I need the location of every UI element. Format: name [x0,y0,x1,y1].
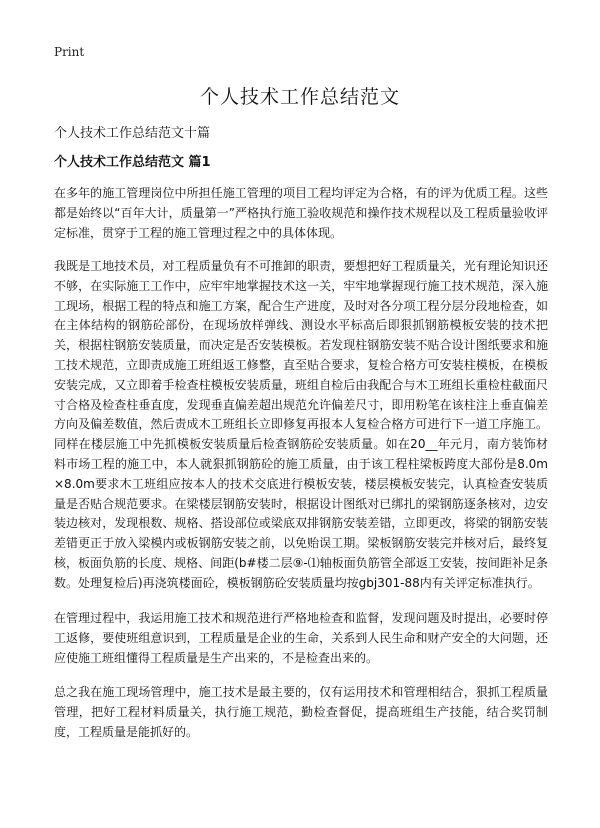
document-subtitle: 个人技术工作总结范文十篇 [54,126,211,141]
paragraph-quality-control: 我既是工地技术员，对工程质量负有不可推卸的职责，要想把好工程质量关，光有理论知识还不够，在实际施工工作中，应牢牢地掌握技术这一关，牢牢地掌握现行施工技术规范，深入施工现场，根据工程的特点和施工方案，配合生产进度，及时对各分项工程分层分段地检查，如在主体结构的钢筋砼部份，在现场放样弹线、测设水平标高后即狠抓钢筋模板安装的技术把关，根据柱钢筋安装质量，而决定是否安装模板。若发现柱钢筋安装不贴合设计图纸要求和施工技术规范，立即责成施工班组返工修整，直至贴合要求，复检合格方可安装柱模板，在模板安装完成，又立即着手检查柱模板安装质量，班组自检后由我配合与木工班组长重检柱截面尺寸合格及检查柱垂直度，发现垂直偏差超出规范允许偏差尺寸，即用粉笔在该柱注上垂直偏差方向及偏差数值，然后责成木工班组长立即修复再报本人复检合格方可进行下一道工序施工。同样在楼层施工中先抓模板安装质量后检查钢筋砼安装质量。如在20__年元月，南方装饰材料市场工程的施工中，本人就狠抓钢筋砼的施工质量，由于该工程柱梁板跨度大部份是8.0m×8.0m要求木工班组应按本人的技术交底进行模板安装，楼层模板安装完，认真检查安装质量是否贴合规范要求。在梁楼层钢筋安装时，根据设计图纸对已绑扎的梁钢筋逐条核对，边安装边核对，发现根数、规格、搭设部位或梁底双排钢筋安装差错，立即更改，将梁的钢筋安装差错更正于放入梁模内或板钢筋安装之前，以免贻误工期。梁板钢筋安装完并核对后，最终复核，板面负筋的长度、规格、间距(b#楼二层⑨-⑴轴板面负筋管全部返工安装，按间距补足条数。处理复检后)再浇筑楼面砼，模板钢筋砼安装质量均按gbj301-88内有关评定标准执行。 [54,259,548,590]
paragraph-conclusion: 总之我在施工现场管理中，施工技术是最主要的，仅有运用技术和管理相结合，狠抓工程质量管理，把好工程材料质量关，执行施工规范，勤检查督促，提高班组生产技能，结合奖罚制度，工程质量是能抓好的。 [54,684,548,739]
section-heading: 个人技术工作总结范文 篇1 [54,155,211,170]
print-link[interactable]: Print [54,45,85,59]
paragraph-management: 在管理过程中，我运用施工技术和规范进行严格地检查和监督，发现问题及时提出，必要时停工返修，要使班组意识到，工程质量是企业的生命，关系到人民生命和财产安全的大问题，还应使施工班组懂得工程质量是生产出来的，不是检查出来的。 [54,610,548,665]
paragraph-intro: 在多年的施工管理岗位中所担任施工管理的项目工程均评定为合格，有的评为优质工程。这些都是始终以“百年大计，质量第一”严格执行施工验收规范和操作技术规程以及工程质量验收评定标准，贯穿于工程的施工管理过程之中的具体体现。 [54,186,548,240]
document-body [54,183,548,756]
document-title: 个人技术工作总结范文 [199,86,400,108]
